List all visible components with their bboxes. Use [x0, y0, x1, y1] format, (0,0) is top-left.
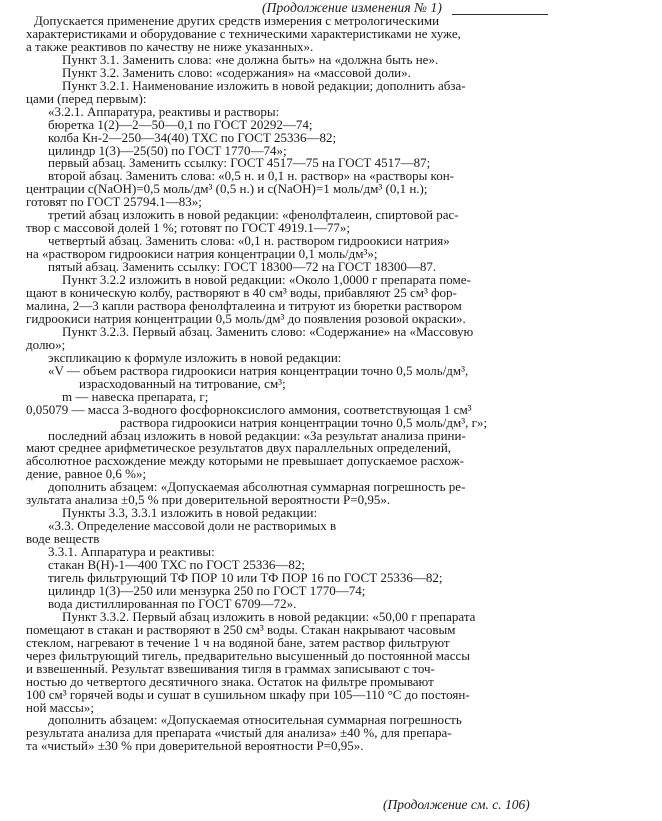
text-line: щают в коническую колбу, растворяют в 40 см³ воды, прибавляют 25 см³ фор- [26, 287, 457, 300]
text-line: 0,05079 — масса 3-водного фосфорноксислого аммония, соответствующая 1 см³ [26, 403, 472, 417]
text-line: экспликацию к формуле изложить в новой редакции: [48, 351, 342, 365]
text-line: зультата анализа ±0,5 % при доверительной вероятности Р=0,95». [26, 494, 391, 508]
text-line: пятый абзац. Заменить ссылку: ГОСТ 18300—72 на ГОСТ 18300—87. [48, 261, 437, 275]
continuation-header: (Продолжение изменения № 1) [262, 0, 443, 15]
text-line: помещают в стакан и растворяют в 250 см³ воды. Стакан накрывают часовым [26, 623, 456, 637]
text-line: раствора гидроокиси натрия концентрации точно 0,5 моль/дм³, г»; [120, 416, 488, 430]
text-line: и взвешенный. Результат взвешивания тигля в граммах записывают с точ- [26, 662, 435, 676]
text-line: Пункт 3.2.1. Наименование изложить в новой редакции; дополнить абза- [62, 79, 466, 93]
text-line: результата анализа для препарата «чистый для анализа» ±40 %, для препара- [26, 727, 452, 741]
text-line: через фильтрующий тигель, предварительно высушенный до постоянной массы [26, 649, 470, 663]
text-line: тигель фильтрующий ТФ ПОР 10 или ТФ ПОР 16 по ГОСТ 25336—82; [48, 571, 443, 585]
text-line: третий абзац изложить в новой редакции: «фенолфталеин, спиртовой рас- [48, 209, 459, 223]
text-line: ностью до четвертого десятичного знака. Остаток на фильтре промывают [26, 675, 434, 689]
text-line: израсходованный на титрование, см³; [79, 377, 286, 391]
text-line: Пункт 3.2.2 изложить в новой редакции: «Около 1,0000 г препарата поме- [62, 274, 471, 288]
text-line: 3.3.1. Аппаратура и реактивы: [48, 546, 215, 560]
text-line: дополнить абзацем: «Допускаемая относительная суммарная погрешность [48, 714, 462, 728]
body-text [26, 15, 646, 753]
text-line: абсолютное расхождение между которыми не превышает допускаемое расхож- [26, 455, 465, 469]
text-line: дение, равное 0,6 %»; [26, 468, 147, 482]
text-line: бюретка 1(2)—2—50—0,1 по ГОСТ 20292—74; [48, 118, 313, 132]
continuation-footer: (Продолжение см. с. 106) [383, 797, 530, 812]
text-line: «3.2.1. Аппаратура, реактивы и растворы: [48, 105, 280, 119]
text-line: первый абзац. Заменить ссылку: ГОСТ 4517—75 на ГОСТ 4517—87; [48, 157, 431, 171]
text-line: мают среднее арифметическое результатов двух параллельных определений, [26, 442, 452, 456]
text-line: «3.3. Определение массовой доли не растворимых в [48, 520, 337, 534]
text-line: «V — объем раствора гидроокиси натрия концентрации точно 0,5 моль/дм³, [48, 364, 469, 378]
text-line: стеклом, нагревают в течение 1 ч на водяной бане, затем раствор фильтруют [26, 636, 450, 650]
text-line: цилиндр 1(3)—250 или мензурка 250 по ГОСТ 1770—74; [48, 584, 366, 598]
text-line: Пункт 3.1. Заменить слова: «не должна быть» на «должна быть не». [62, 53, 439, 67]
text-line: та «чистый» ±30 % при доверительной вероятности Р=0,95». [26, 740, 364, 754]
text-line: малина, 2—3 капли раствора фенолфталеина и титруют из бюретки раствором [26, 299, 462, 313]
text-line: m — навеска препарата, г; [62, 390, 209, 404]
text-line: характеристиками и оборудование с техническими характеристиками не хуже, [26, 27, 461, 41]
text-line: Пункты 3.3, 3.3.1 изложить в новой редакции: [62, 507, 318, 521]
text-line: Допускается применение других средств измерения с метрологическими [34, 15, 440, 28]
text-line: Пункт 3.3.2. Первый абзац изложить в новой редакции: «50,00 г препарата [62, 610, 476, 624]
text-line: 100 см³ горячей воды и сушат в сушильном шкафу при 105—110 °С до постоян- [26, 688, 470, 702]
text-line: вода дистиллированная по ГОСТ 6709—72». [48, 597, 297, 611]
text-line: центрации с(NaOH)=0,5 моль/дм³ (0,5 н.) и с(NaOH)=1 моль/дм³ (0,1 н.); [26, 183, 428, 197]
text-line: последний абзац изложить в новой редакции: «За результат анализа прини- [48, 429, 466, 443]
text-line: долю»; [26, 338, 66, 352]
text-line: на «раствором гидроокиси натрия концентрации 0,1 моль/дм³»; [26, 248, 378, 262]
text-line: гидроокиси натрия концентрации 0,5 моль/дм³ до появления розовой окраски». [26, 312, 466, 326]
text-line: четвертый абзац. Заменить слова: «0,1 н. раствором гидроокиси натрия» [48, 235, 450, 249]
text-line: ной массы»; [26, 701, 94, 715]
text-line: цилиндр 1(3)—25(50) по ГОСТ 1770—74»; [48, 144, 287, 158]
text-line: дополнить абзацем: «Допускаемая абсолютная суммарная погрешность ре- [48, 481, 466, 495]
text-line: стакан В(Н)-1—400 ТХС по ГОСТ 25336—82; [48, 559, 305, 572]
text-line: готовят по ГОСТ 25794.1—83»; [26, 196, 202, 210]
text-line: воде веществ [26, 533, 100, 547]
text-line: Пункт 3.2.3. Первый абзац. Заменить слово: «Содержание» на «Массовую [62, 325, 474, 339]
text-line: твор с массовой долей 1 %; готовят по ГОСТ 4919.1—77»; [26, 222, 350, 236]
text-line: цами (перед первым): [26, 92, 147, 106]
text-line: а также реактивов по качеству не ниже указанных». [26, 40, 314, 54]
text-line: второй абзац. Заменить слова: «0,5 н. и 0,1 н. раствор» на «растворы кон- [48, 170, 455, 184]
text-line: колба Кн-2—250—34(40) ТХС по ГОСТ 25336—82; [48, 131, 337, 145]
text-line: Пункт 3.2. Заменить слово: «содержания» на «массовой доли». [62, 66, 411, 80]
